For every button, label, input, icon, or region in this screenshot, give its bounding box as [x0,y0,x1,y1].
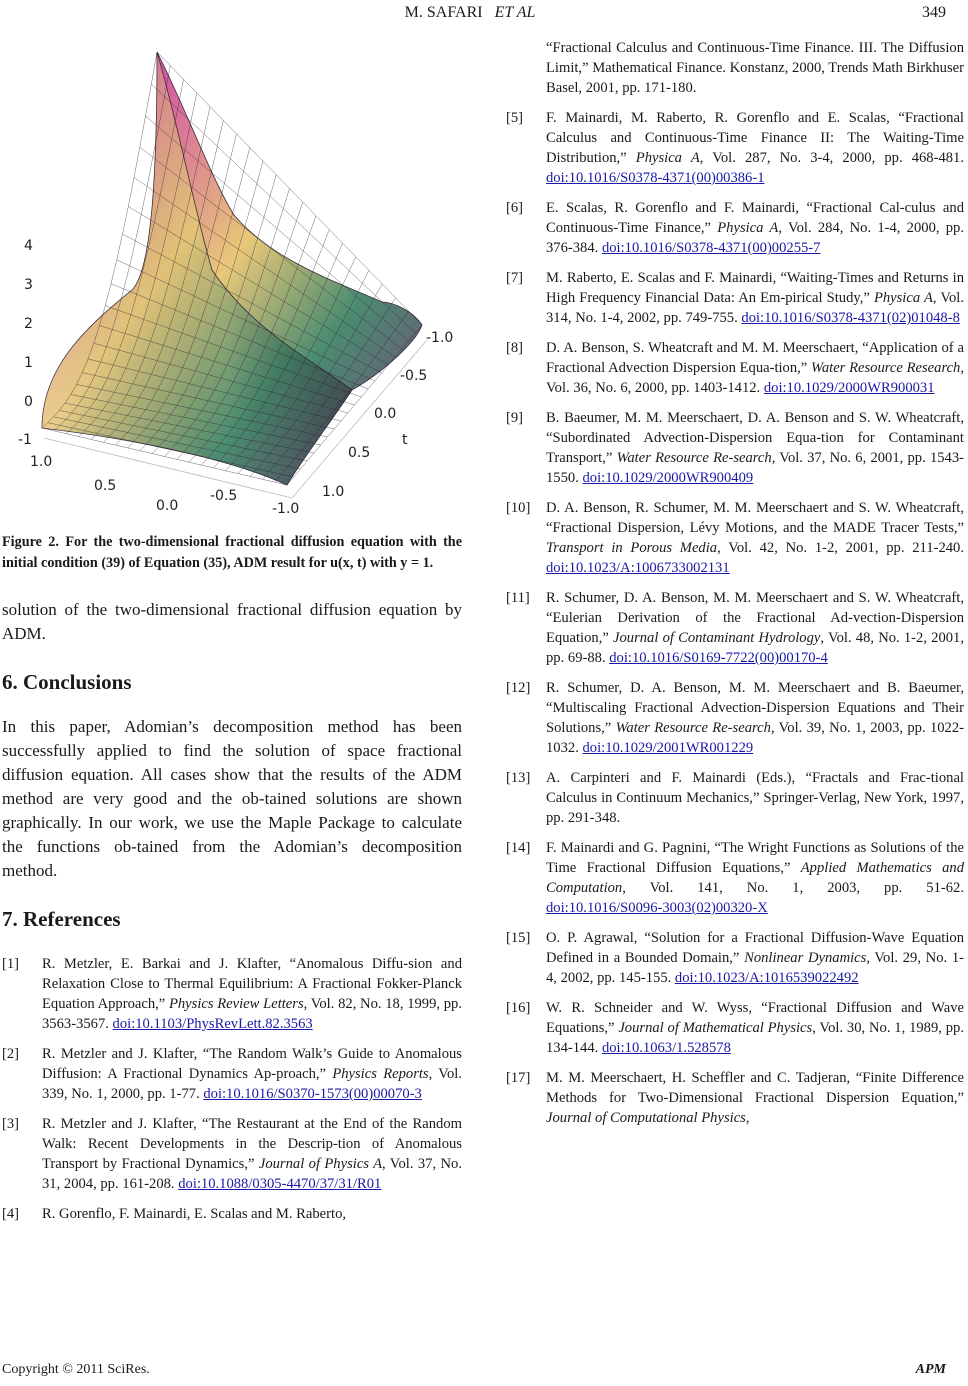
figure-2 [2,40,462,522]
doi-link[interactable]: doi:10.1088/0305-4470/37/31/R01 [178,1176,382,1192]
copyright-notice: Copyright © 2011 SciRes. [2,1362,150,1377]
t-tick-label: 0.5 [348,445,371,461]
reference-item: [17] M. M. Meerschaert, H. Scheffler and C. Tadjeran, “Finite Difference Methods for Two-Dimensional Fractional Dispersion Equation,” Journal of Computational Physics, [506,1070,964,1126]
reference-item: [10] D. A. Benson, R. Schumer, M. M. Meerschaert and S. W. Wheatcraft, “Fractional Dispersion, Lévy Motions, and the MADE Tracer Tests,” Transport in Porous Media, Vol. 42, No. 1-2, 2001, pp. 211-240. doi:10.1023/A:1006733002131 [506,500,964,576]
doi-link[interactable]: doi:10.1029/2000WR900031 [763,380,935,396]
x-tick-label: -0.5 [210,488,238,504]
reference-item: [9] B. Baeumer, M. M. Meerschaert, D. A. Benson and S. W. Wheatcraft, “Subordinated Advection-Dispersion Equa-tion for Contaminant Transport,” Water Resource Re-search, Vol. 37, No. 6, 2001, pp. 1543-1550. doi:10.1029/2000WR900409 [506,410,964,486]
z-tick-label: 4 [24,238,33,254]
x-tick-label: -1.0 [272,501,300,517]
reference-item: [16] W. R. Schneider and W. Wyss, “Fractional Diffusion and Wave Equations,” Journal of Mathematical Physics, Vol. 30, No. 1, 1989, pp. 134-144. doi:10.1063/1.528578 [506,1000,964,1056]
z-tick-label: -1 [18,432,32,448]
t-axis-title: t [402,432,408,448]
doi-link[interactable]: doi:10.1063/1.528578 [601,1040,731,1056]
reference-item: [2] R. Metzler and J. Klafter, “The Random Walk’s Guide to Anomalous Diffusion: A Fractional Dynamics Ap-proach,” Physics Reports, Vol. 339, No. 1, 2000, pp. 1-77. doi:10.1016/S0370-1573(00)00070-3 [2,1046,462,1102]
z-tick-label: 1 [24,355,33,371]
reference-item: [5] F. Mainardi, M. Raberto, R. Gorenflo and E. Scalas, “Fractional Calculus and Continuous-Time Finance II: The Waiting-Time Distribution,” Physica A, Vol. 287, No. 3-4, 2000, pp. 468-481. doi:10.1016/S0378-4371(00)00386-1 [506,110,964,186]
doi-link[interactable]: doi:10.1029/2000WR900409 [582,470,754,486]
doi-link[interactable]: doi:10.1023/A:1006733002131 [546,560,730,576]
reference-item-continued: “Fractional Calculus and Continuous-Time Finance. III. The Diffusion Limit,” Mathematical Finance. Konstanz, 2000, Trends Math Birkhuser Basel, 2001, pp. 171-180. [546,40,964,96]
doi-link[interactable]: doi:10.1016/S0378-4371(00)00255-7 [601,240,821,256]
doi-link[interactable]: doi:10.1016/S0169-7722(00)00170-4 [609,650,828,666]
conclusions-paragraph: In this paper, Adomian’s decomposition method has been successfully applied to find the solution of space fractional diffusion equation. All cases show that the results of the ADM method are very good and the ob-tained solutions are shown graphically. In our work, we use the Maple Package to calculate the functions ob-tained from the Adomian’s decomposition method. [2,717,462,880]
z-tick-label: 2 [24,316,33,332]
reference-item: [14] F. Mainardi and G. Pagnini, “The Wright Functions as Solutions of the Time Fractional Diffusion Equations,” Applied Mathematics and Computation, Vol. 141, No. 1, 2003, pp. 51-62. doi:10.1016/S0096-3003(02)00320-X [506,840,965,916]
z-tick-label: 3 [24,277,33,293]
reference-item: [8] D. A. Benson, S. Wheatcraft and M. M. Meerschaert, “Application of a Fractional Advection Dispersion Equa-tion,” Water Resource Research, Vol. 36, No. 6, 2000, pp. 1403-1412. doi:10.1029/2000WR900031 [506,340,965,396]
page-number: 349 [922,4,946,21]
figure-caption: Figure 2. For the two-dimensional fractional diffusion equation with the initial condition (39) of Equation (35), ADM result for u(x, t) with y = 1. [2,534,462,571]
continuation-paragraph: solution of the two-dimensional fractional diffusion equation by ADM. [2,600,462,643]
t-tick-label: 1.0 [322,484,345,500]
doi-link[interactable]: doi:10.1023/A:1016539022492 [674,970,859,986]
x-tick-label: 0.5 [94,478,117,494]
x-tick-label: 0.0 [156,498,179,514]
z-tick-label: 0 [24,394,33,410]
doi-link[interactable]: doi:10.1016/S0096-3003(02)00320-X [546,900,768,916]
references-heading: 7. References [2,907,121,931]
surface-plot [2,40,462,522]
conclusions-heading: 6. Conclusions [2,670,132,694]
left-column [2,40,462,1224]
reference-item: [13] A. Carpinteri and F. Mainardi (Eds.), “Fractals and Frac-tional Calculus in Continuum Mechanics,” Springer-Verlag, New York, 1997, pp. 291-348. [506,770,964,826]
reference-item: [4] R. Gorenflo, F. Mainardi, E. Scalas and M. Raberto, [2,1206,347,1222]
running-head: M. SAFARI ET AL [404,4,536,21]
t-tick-label: 0.0 [374,406,397,422]
journal-abbrev: APM [915,1362,946,1377]
doi-link[interactable]: doi:10.1016/S0378-4371(02)01048-8 [741,310,960,326]
x-tick-label: 1.0 [30,454,53,470]
doi-link[interactable]: doi:10.1103/PhysRevLett.82.3563 [112,1016,313,1032]
reference-item: [15] O. P. Agrawal, “Solution for a Fractional Diffusion-Wave Equation Defined in a Bounded Domain,” Nonlinear Dynamics, Vol. 29, No. 1-4, 2002, pp. 145-155. doi:10.1023/A:1016539022492 [506,930,964,986]
doi-link[interactable]: doi:10.1016/S0378-4371(00)00386-1 [546,170,765,186]
reference-item: [7] M. Raberto, E. Scalas and F. Mainardi, “Waiting-Times and Returns in High Frequency Financial Data: An Em-pirical Study,” Physica A, Vol. 314, No. 1-4, 2002, pp. 749-755. doi:10.1016/S0378-4371(02)01048-8 [506,270,964,326]
t-tick-label: -1.0 [426,330,454,346]
reference-item: [3] R. Metzler and J. Klafter, “The Restaurant at the End of the Random Walk: Recent Developments in the Descrip-tion of Anomalous Transport by Fractional Dynamics,” Journal of Physics A, Vol. 37, No. 31, 2004, pp. 161-208. doi:10.1088/0305-4470/37/31/R01 [2,1116,462,1192]
page-header [0,0,968,30]
z-axis-labels [18,238,33,448]
reference-item: [1] R. Metzler, E. Barkai and J. Klafter, “Anomalous Diffu-sion and Relaxation Close to Thermal Equilibrium: A Fractional Fokker-Planck Equation Approach,” Physics Review Letters, Vol. 82, No. 18, 1999, pp. 3563-3567. doi:10.1103/PhysRevLett.82.3563 [2,956,462,1032]
reference-item: [11] R. Schumer, D. A. Benson, M. M. Meerschaert and S. W. Wheatcraft, “Eulerian Derivation of the Fractional Ad-vection-Dispersion Equation,” Journal of Contaminant Hydrology, Vol. 48, No. 1-2, 2001, pp. 69-88. doi:10.1016/S0169-7722(00)00170-4 [506,590,964,666]
right-column [506,38,964,1128]
t-tick-label: -0.5 [400,368,428,384]
doi-link[interactable]: doi:10.1016/S0370-1573(00)00070-3 [203,1086,422,1102]
doi-link[interactable]: doi:10.1029/2001WR001229 [582,740,754,756]
reference-item: [6] E. Scalas, R. Gorenflo and F. Mainardi, “Fractional Cal-culus and Continuous-Time Finance,” Physica A, Vol. 284, No. 1-4, 2000, pp. 376-384. doi:10.1016/S0378-4371(00)00255-7 [506,200,965,256]
page-footer [0,1362,968,1382]
reference-item: [12] R. Schumer, D. A. Benson, M. M. Meerschaert and B. Baeumer, “Multiscaling Fractional Advection-Dispersion Equations and Their Solutions,” Water Resource Re-search, Vol. 39, No. 1, 2003, pp. 1022-1032. doi:10.1029/2001WR001229 [506,680,964,756]
